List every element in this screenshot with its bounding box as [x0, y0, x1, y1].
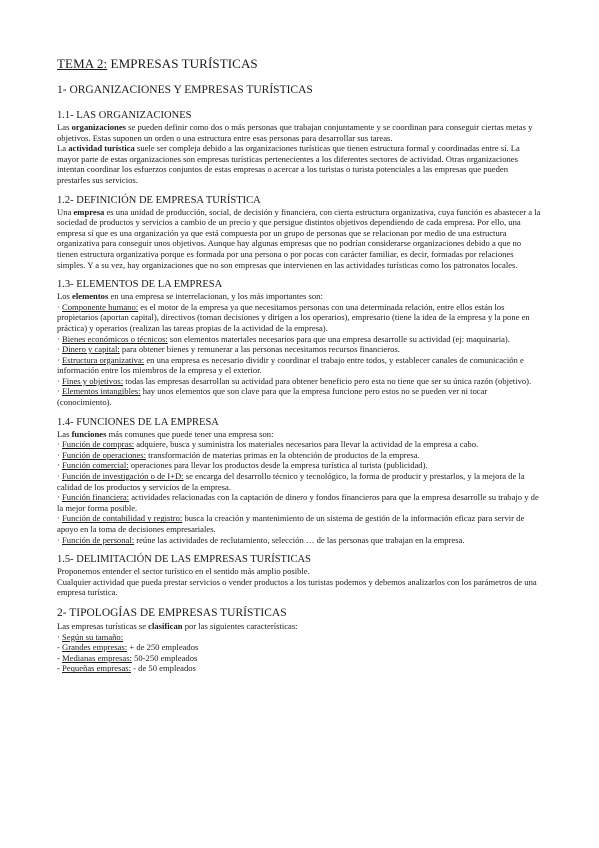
section-1-3-heading: 1.3- ELEMENTOS DE LA EMPRESA	[57, 279, 223, 291]
paragraph-empresa-definicion: Una empresa es una unidad de producción, social, de decisión y financiera, con cierta estructura organizativa, cuya función es abastecer a la sociedad de productos y servicios a cambio de un precio y que persigue distintos objetivos dependiendo de cada empresa. Por ello, una empresa sí que es una organización ya que está compuesta por un grupo de personas que se relacionan por medio de una estructura organizativa para conseguir unos objetivos. Aunque hay algunas empresas que no podrían considerarse organizaciones debido a que no tienen estructura organizativa porque es formada por una persona o por pocas con carácter familiar, es decir, formadas por relaciones simples. Y a su vez, hay organizaciones que no son empresas que intervienen en las actividades turísticas como los patronatos locales.	[57, 206, 541, 270]
list-item: - Pequeñas empresas: - de 50 empleados	[57, 663, 196, 674]
list-item: · Estructura organizativa: en una empresa es necesario dividir y coordinar el trabajo entre todos, y establecer canales de comunicación e información entre los miembros de la empresa y el exterior.	[57, 354, 524, 376]
list-item: - Grandes empresas: + de 250 empleados	[57, 642, 199, 653]
list-item: · Función de compras: adquiere, busca y suministra los materiales necesarios para llevar la actividad de la empresa a cabo.	[57, 439, 479, 450]
document-title	[57, 56, 543, 72]
list-item: · Función financiera: actividades relacionadas con la captación de dinero y fondos financieros para que la empresa desarrolle su trabajo y de la mejor forma posible.	[57, 492, 539, 513]
section-2-heading: 2- TIPOLOGÍAS DE EMPRESAS TURÍSTICAS	[57, 606, 287, 619]
title-prefix: TEMA 2:	[57, 56, 108, 71]
list-item: · Componente humano: es el motor de la empresa ya que necesitamos personas con una determinada relación, entre ellos están los propietarios (aportan capital), directivos (toman decisiones y dirigen a los operarios), empresario (tiene la idea de la empresa y la pone en práctica) y operarios (realizan las tareas propias de la actividad de la empresa).	[57, 301, 530, 333]
section-1-4-heading: 1.4- FUNCIONES DE LA EMPRESA	[57, 416, 219, 428]
list-item: · Función de investigación o de I+D: se encarga del desarrollo técnico y tecnológico, la forma de producir y prestarlos, y la mejora de la calidad de los productos y servicios de la empresa.	[57, 471, 525, 492]
paragraph-organizaciones: Las organizaciones se pueden definir como dos o más personas que trabajan conjuntamente y se coordinan para conseguir ciertas metas y objetivos. Estas suponen un orden o una estructura entre esas personas para desarrollar sus tareas.	[57, 122, 533, 143]
section-1-5-heading: 1.5- DELIMITACIÓN DE LAS EMPRESAS TURÍSTICAS	[57, 554, 311, 566]
list-item: - Medianas empresas: 50-250 empleados	[57, 652, 198, 663]
list-item: · Función comercial: operaciones para llevar los productos desde la empresa turística al turista (publicidad).	[57, 460, 428, 471]
list-item: · Bienes económicos o técnicos: son elementos materiales necesarios para que una empresa desarrolle su actividad (ej: maquinaria).	[57, 333, 510, 344]
list-item: · Según su tamaño:	[57, 631, 124, 642]
list-item: · Elementos intangibles: hay unos elementos que son clave para que la empresa funcione pero estos no se pueden ver ni tocar (conocimiento).	[57, 386, 488, 408]
title-text: EMPRESAS TURÍSTICAS	[107, 56, 258, 71]
paragraph-actividad-turistica: La actividad turística suele ser compleja debido a las organizaciones turísticas que tienen estructura formal y coordinadas entre sí. La mayor parte de estas organizaciones son empresas turísticas pertenecientes a los diferentes sectores de actividad. Otras organizaciones intentan coordinar los esfuerzos conjuntos de estas empresas o acercar a los turistas o turista potenciales a las empresas que pueden prestarles sus servicios.	[57, 143, 520, 185]
paragraph-delimitacion-1: Proponemos entender el sector turístico en el sentido más amplio posible.	[57, 566, 310, 577]
document-page	[57, 56, 543, 674]
list-item: · Función de operaciones: transformación de materias primas en la obtención de productos de la empresa.	[57, 449, 420, 460]
list-item: · Fines y objetivos: todas las empresas desarrollan su actividad para obtener beneficio pero esta no tiene que ser su única razón (objetivo).	[57, 375, 532, 386]
section-1-2-heading: 1.2- DEFINICIÓN DE EMPRESA TURÍSTICA	[57, 194, 261, 206]
section-1-heading: 1- ORGANIZACIONES Y EMPRESAS TURÍSTICAS	[57, 84, 313, 96]
list-item: · Función de contabilidad y registro: busca la creación y mantenimiento de un sistema de gestión de la información eficaz para servir de apoyo en la toma de decisiones empresariales.	[57, 513, 525, 534]
paragraph-tipologias-intro: Las empresas turísticas se clasifican por las siguientes características:	[57, 620, 298, 631]
list-item: · Dinero y capital: para obtener bienes y remunerar a las personas necesitamos recursos financieros.	[57, 344, 400, 355]
paragraph-funciones-intro: Las funciones más comunes que puede tener una empresa son:	[57, 428, 274, 439]
paragraph-elementos-intro: Los elementos en una empresa se interrelacionan, y los más importantes son:	[57, 291, 323, 302]
list-item: · Función de personal: reúne las actividades de reclutamiento, selección … de las personas que trabajan en la empresa.	[57, 534, 465, 545]
paragraph-delimitacion-2: Cualquier actividad que pueda prestar servicios o vender productos a los turistas podemos y debemos analizarlos con los parámetros de una empresa turística.	[57, 576, 537, 598]
section-1-1-heading: 1.1- LAS ORGANIZACIONES	[57, 110, 192, 121]
